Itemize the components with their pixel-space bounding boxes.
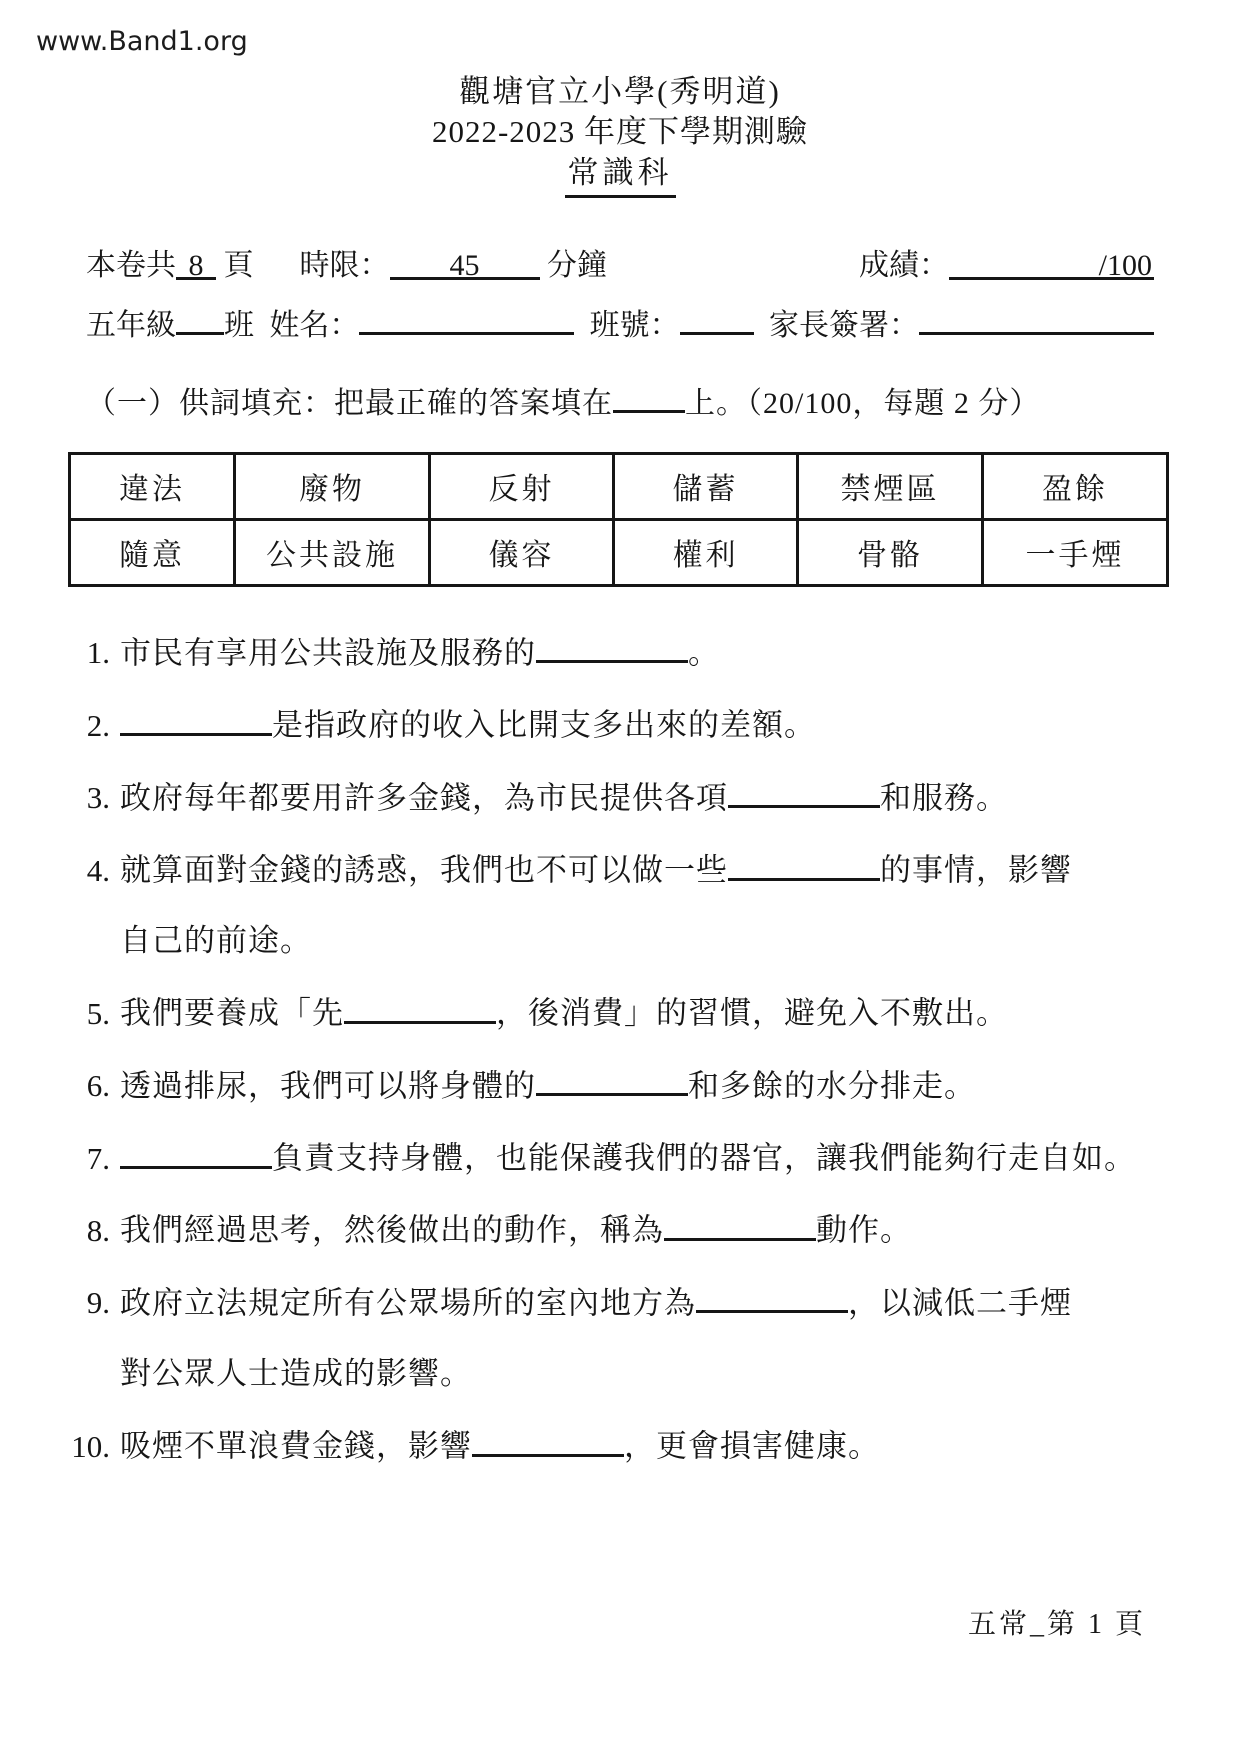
- answer-blank: [728, 848, 880, 881]
- time-limit: 時限： 45 分鐘: [299, 248, 607, 282]
- question-text-post: 負責支持身體，也能保護我們的器官，讓我們能夠行走自如。: [272, 1140, 1136, 1176]
- question-7: [56, 1136, 1184, 1179]
- question-text-pre: 吸煙不單浪費金錢，影響: [120, 1428, 472, 1464]
- word-bank-cell: 反射: [430, 453, 614, 519]
- question-text-post: ，更會損害健康。: [624, 1428, 880, 1464]
- pages-info: 本卷共 8 頁: [86, 248, 254, 282]
- question-text-post: 動作。: [816, 1213, 912, 1249]
- word-bank-cell: 骨骼: [798, 519, 983, 585]
- word-bank-cell: 違法: [70, 453, 235, 519]
- question-number: 4.: [86, 852, 110, 888]
- question-number: 10.: [71, 1428, 110, 1464]
- parent-signature-field: 家長簽署：: [769, 300, 1154, 344]
- question-3: [56, 776, 1184, 819]
- word-bank-cell: 儀容: [430, 519, 614, 585]
- word-bank-cell: 廢物: [235, 453, 430, 519]
- question-text-pre: 市民有享用公共設施及服務的: [120, 635, 536, 671]
- score-field: 成績： /100: [859, 248, 1152, 282]
- question-text-post: 和服務。: [880, 780, 1008, 816]
- name-blank: [359, 303, 574, 335]
- question-5: [56, 991, 1184, 1034]
- question-text-post: ，後消費」的習慣，避免入不敷出。: [496, 995, 1008, 1031]
- class-number-blank: [680, 303, 754, 335]
- pages-count-blank: 8: [176, 249, 216, 281]
- word-bank-row: [70, 519, 1168, 585]
- word-bank-table: [68, 452, 1169, 587]
- question-text-pre: 我們要養成「先: [120, 995, 344, 1031]
- answer-blank: [472, 1424, 624, 1457]
- time-limit-blank: 45: [390, 249, 540, 281]
- answer-blank: [696, 1281, 848, 1314]
- subject-title: 常識科: [565, 153, 676, 198]
- grade-class-field: 五年級 班: [86, 300, 254, 344]
- question-8: [56, 1208, 1184, 1251]
- word-bank-cell: 權利: [614, 519, 798, 585]
- question-number: 2.: [86, 707, 110, 743]
- term-title: 2022-2023 年度下學期測驗: [431, 114, 809, 150]
- question-text-pre: 我們經過思考，然後做出的動作，稱為: [120, 1213, 664, 1249]
- question-text-pre: 就算面對金錢的誘惑，我們也不可以做一些: [120, 852, 728, 888]
- word-bank-cell: 儲蓄: [614, 453, 798, 519]
- parent-signature-blank: [919, 303, 1154, 335]
- question-1: [56, 631, 1184, 674]
- question-text-pre: 政府每年都要用許多金錢，為市民提供各項: [120, 780, 728, 816]
- info-row-2: [86, 300, 1154, 344]
- question-text-post: 是指政府的收入比開支多出來的差額。: [272, 707, 816, 743]
- word-bank-cell: 禁煙區: [798, 453, 983, 519]
- question-number: 5.: [86, 995, 110, 1031]
- answer-blank: [344, 991, 496, 1024]
- question-10: [56, 1424, 1184, 1467]
- question-text-post: 的事情，影響: [880, 852, 1072, 888]
- question-4: [56, 848, 1184, 891]
- question-text-post: 。: [688, 635, 720, 671]
- word-bank-cell: 盈餘: [983, 453, 1168, 519]
- question-number: 9.: [86, 1285, 110, 1321]
- question-text-post: 和多餘的水分排走。: [688, 1068, 976, 1104]
- question-number: 6.: [86, 1068, 110, 1104]
- question-2: [56, 703, 1184, 746]
- heading-blank: [613, 381, 685, 413]
- question-6: [56, 1064, 1184, 1107]
- question-number: 1.: [86, 635, 110, 671]
- question-number: 7.: [86, 1140, 110, 1176]
- word-bank-cell: 公共設施: [235, 519, 430, 585]
- question-4-continuation: 自己的前途。: [120, 923, 312, 959]
- question-list: [56, 631, 1184, 1468]
- page-footer: 五常_第 1 頁: [967, 1609, 1146, 1640]
- question-9-continuation: 對公眾人士造成的影響。: [120, 1356, 472, 1392]
- class-blank: [176, 303, 224, 335]
- question-text-pre: 政府立法規定所有公眾場所的室內地方為: [120, 1285, 696, 1321]
- word-bank-row: [70, 453, 1168, 519]
- score-blank: /100: [949, 249, 1154, 281]
- question-9: [56, 1281, 1184, 1324]
- section-heading: （一）供詞填充：把最正確的答案填在 上。（20/100，每題 2 分）: [86, 378, 1240, 422]
- answer-blank: [536, 1064, 688, 1097]
- site-watermark: www.Band1.org: [36, 26, 248, 57]
- info-row-1: [86, 240, 1154, 284]
- answer-blank: [664, 1208, 816, 1241]
- question-text-pre: 透過排尿，我們可以將身體的: [120, 1068, 536, 1104]
- answer-blank: [120, 1136, 272, 1169]
- word-bank-cell: 一手煙: [983, 519, 1168, 585]
- question-number: 8.: [86, 1213, 110, 1249]
- question-number: 3.: [86, 780, 110, 816]
- candidate-info: [86, 240, 1154, 344]
- name-field: 姓名：: [269, 300, 574, 344]
- school-name: 觀塘官立小學(秀明道): [459, 74, 781, 109]
- answer-blank: [120, 703, 272, 736]
- class-number-field: 班號：: [590, 300, 754, 344]
- answer-blank: [728, 776, 880, 809]
- word-bank-cell: 隨意: [70, 519, 235, 585]
- answer-blank: [536, 631, 688, 664]
- question-text-post: ，以減低二手煙: [848, 1285, 1072, 1321]
